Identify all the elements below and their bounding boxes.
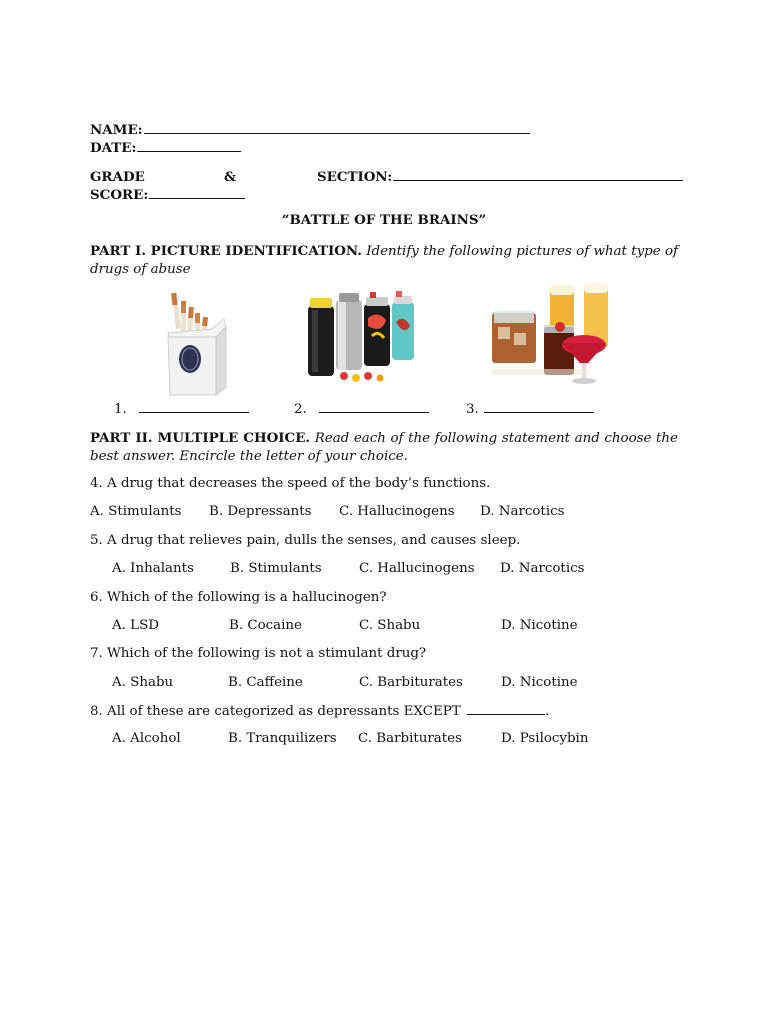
section-field xyxy=(317,169,683,185)
question-4-choice-c[interactable]: C. Hallucinogens xyxy=(339,504,455,519)
picture-number-2: 2. xyxy=(294,402,307,417)
question-8-text: 8. All of these are categorized as depressants EXCEPT xyxy=(90,704,461,719)
question-6-choice-c[interactable]: C. Shabu xyxy=(359,618,421,633)
question-4: 4. A drug that decreases the speed of the body’s functions. xyxy=(90,476,491,491)
cigarette-pack-image xyxy=(140,283,256,399)
section-blank[interactable] xyxy=(393,169,683,181)
question-8-choice-d[interactable]: D. Psilocybin xyxy=(501,731,589,746)
date-blank[interactable] xyxy=(137,140,241,152)
picture-answer-3 xyxy=(466,401,594,417)
question-6-choice-d[interactable]: D. Nicotine xyxy=(501,618,578,633)
spray-cans-icon xyxy=(300,288,420,388)
question-8-choice-c[interactable]: C. Barbiturates xyxy=(358,731,462,746)
picture-number-3: 3. xyxy=(466,402,479,417)
question-8-choice-a[interactable]: A. Alcohol xyxy=(112,731,181,746)
grade-label: GRADE xyxy=(90,169,145,185)
name-label: NAME: xyxy=(90,122,143,138)
question-8-blank[interactable] xyxy=(467,703,545,715)
question-7-choice-c[interactable]: C. Barbiturates xyxy=(359,675,463,690)
part2-instruction: Read each of the following statement and choose the best answer. Encircle the letter of your choice. xyxy=(90,431,678,464)
part2-heading: PART II. MULTIPLE CHOICE. xyxy=(90,430,311,446)
name-blank[interactable] xyxy=(144,122,530,134)
question-8-choice-b[interactable]: B. Tranquilizers xyxy=(228,731,337,746)
question-8 xyxy=(90,703,549,719)
score-label: SCORE: xyxy=(90,187,149,203)
question-7-choice-d[interactable]: D. Nicotine xyxy=(501,675,578,690)
picture-answer-2 xyxy=(294,401,429,417)
question-5-choice-c[interactable]: C. Hallucinogens xyxy=(359,561,475,576)
score-field xyxy=(90,187,245,203)
picture-answer-1 xyxy=(114,401,249,417)
alcoholic-drinks-icon xyxy=(488,283,612,389)
picture-blank-2[interactable] xyxy=(319,401,429,413)
question-7-choice-b[interactable]: B. Caffeine xyxy=(228,675,303,690)
question-8-period: . xyxy=(544,704,550,719)
question-5: 5. A drug that relieves pain, dulls the senses, and causes sleep. xyxy=(90,533,521,548)
date-field xyxy=(90,140,241,156)
picture-blank-1[interactable] xyxy=(139,401,249,413)
question-4-choice-b[interactable]: B. Depressants xyxy=(209,504,312,519)
question-7: 7. Which of the following is not a stimulant drug? xyxy=(90,646,427,661)
question-6-choice-b[interactable]: B. Cocaine xyxy=(229,618,302,633)
picture-number-1: 1. xyxy=(114,402,127,417)
question-5-choice-a[interactable]: A. Inhalants xyxy=(112,561,194,576)
question-5-choice-d[interactable]: D. Narcotics xyxy=(500,561,585,576)
question-4-choice-d[interactable]: D. Narcotics xyxy=(480,504,565,519)
part1-heading: PART I. PICTURE IDENTIFICATION. xyxy=(90,243,362,259)
part1-instruction: Identify the following pictures of what type of drugs of abuse xyxy=(90,244,678,277)
question-6-choice-a[interactable]: A. LSD xyxy=(112,618,159,633)
section-label: SECTION: xyxy=(317,169,393,185)
spray-paint-cans-image xyxy=(300,288,420,388)
question-5-choice-b[interactable]: B. Stimulants xyxy=(230,561,322,576)
question-7-choice-a[interactable]: A. Shabu xyxy=(112,675,174,690)
ampersand: & xyxy=(224,169,237,185)
part2-heading-paragraph xyxy=(90,429,678,466)
question-6: 6. Which of the following is a hallucinogen? xyxy=(90,590,387,605)
part1-heading-paragraph xyxy=(90,242,678,279)
score-blank[interactable] xyxy=(149,187,245,199)
date-label: DATE: xyxy=(90,140,137,156)
alcoholic-drinks-image xyxy=(488,283,612,389)
question-4-choice-a[interactable]: A. Stimulants xyxy=(90,504,182,519)
picture-blank-3[interactable] xyxy=(484,401,594,413)
name-field xyxy=(90,122,530,138)
worksheet-title: “BATTLE OF THE BRAINS” xyxy=(281,212,487,228)
cigarette-pack-icon xyxy=(140,283,256,399)
